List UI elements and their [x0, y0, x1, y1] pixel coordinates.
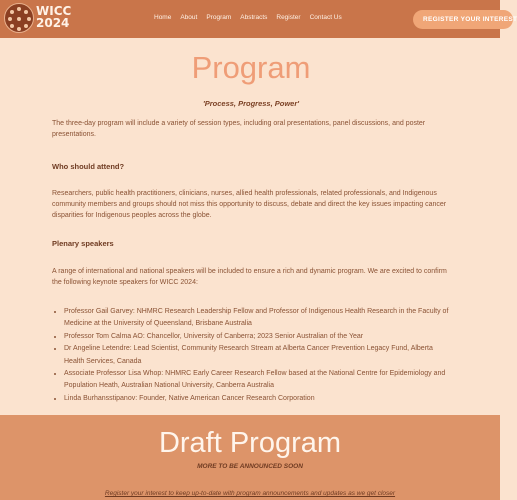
nav-abstracts[interactable]: Abstracts	[240, 14, 268, 21]
plenary-speakers-heading: Plenary speakers	[52, 239, 114, 248]
page-title: Program	[191, 50, 311, 85]
list-item: • Linda Burhansstipanov: Founder, Native American Cancer Research Corporation	[64, 393, 450, 405]
speaker-list	[52, 306, 450, 405]
nav-program[interactable]: Program	[206, 14, 232, 21]
main-nav	[154, 14, 351, 21]
list-item: • Dr Angeline Letendre: Lead Scientist, Community Research Stream at Alberta Cancer Prevention Legacy Fund, Alberta Health Services, Canada	[64, 343, 450, 368]
main-content	[52, 45, 450, 405]
nav-contact-us[interactable]: Contact Us	[309, 14, 342, 21]
list-item: • Professor Tom Calma AO: Chancellor, University of Canberra; 2023 Senior Australian of the Year	[64, 331, 450, 343]
draft-program-subtitle: MORE TO BE ANNOUNCED SOON	[197, 463, 303, 470]
register-interest-button[interactable]: REGISTER YOUR INTEREST	[413, 10, 513, 29]
draft-program-title: Draft Program	[158, 427, 342, 459]
nav-home[interactable]: Home	[154, 14, 172, 21]
register-interest-link[interactable]: Register your interest to keep up-to-date with program announcements and updates as we get closer	[104, 490, 396, 497]
intro-text: The three-day program will include a variety of session types, including oral presentations, panel discussions, and poster presentations.	[52, 120, 426, 138]
tagline: 'Process, Progress, Power'	[202, 99, 300, 108]
wicc-logo[interactable]	[4, 3, 72, 35]
list-item: • Associate Professor Lisa Whop: NHMRC Early Career Research Fellow based at the National Centre for Epidemiology and Population Heath, Australian National University, Canberra Australia	[64, 368, 450, 393]
draft-program-section	[0, 415, 500, 500]
plenary-speakers-text: A range of international and national speakers will be included to ensure a rich and dynamic program. We are excited to confirm the following keynote speakers for WICC 2024:	[52, 268, 447, 286]
site-header	[0, 0, 517, 38]
logo-line-2: 2024	[36, 16, 70, 30]
logo-text	[36, 5, 71, 29]
logo-line-1: WICC	[36, 4, 72, 18]
nav-register[interactable]: Register	[276, 14, 301, 21]
who-should-attend-heading: Who should attend?	[52, 162, 125, 171]
who-should-attend-text: Researchers, public health practitioners, clinicians, nurses, allied health professionals, related professionals, and Indigenous community members and groups should not miss this opportunity to discuss, debate and direct the key issues impacting cancer disparities for Indigenous peoples across the globe.	[52, 190, 447, 219]
list-item: • Professor Gail Garvey: NHMRC Research Leadership Fellow and Professor of Indigenous Health Research in the Faculty of Medicine at the University of Queensland, Brisbane Australia	[64, 306, 450, 331]
dot-art-logo-icon	[4, 3, 34, 33]
nav-about[interactable]: About	[180, 14, 198, 21]
